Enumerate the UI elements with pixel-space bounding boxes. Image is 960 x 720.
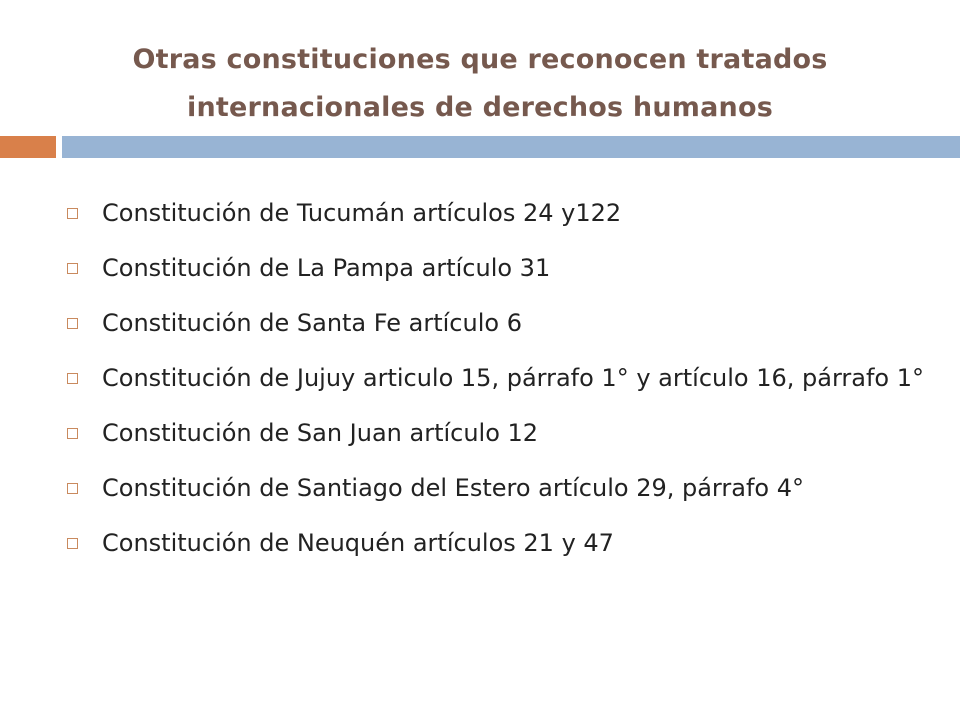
accent-bar-orange [0,136,56,158]
slide-title-line-1: Otras constituciones que reconocen tratados [132,44,828,75]
list-item-text: Constitución de Santa Fe artículo 6 [102,309,522,337]
list-item-text: Constitución de La Pampa artículo 31 [102,254,551,282]
hollow-square-bullet-icon [67,263,78,274]
hollow-square-bullet-icon [67,373,78,384]
hollow-square-bullet-icon [67,428,78,439]
list-item [66,361,926,395]
list-item [66,471,926,505]
list-item [66,416,926,450]
list-item-text: Constitución de Tucumán artículos 24 y122 [102,199,622,227]
hollow-square-bullet-icon [67,208,78,219]
slide-title [60,36,900,132]
hollow-square-bullet-icon [67,538,78,549]
list-item [66,196,926,230]
list-item-text: Constitución de Jujuy articulo 15, párrafo 1° y artículo 16, párrafo 1° [102,364,924,392]
list-item-text: Constitución de San Juan artículo 12 [102,419,539,447]
list-item [66,526,926,560]
list-item [66,251,926,285]
slide-title-line-2: internacionales de derechos humanos [187,92,773,123]
accent-bar-blue [62,136,960,158]
list-item-text: Constitución de Neuquén artículos 21 y 47 [102,529,614,557]
hollow-square-bullet-icon [67,318,78,329]
list-item [66,306,926,340]
list-item-text: Constitución de Santiago del Estero artículo 29, párrafo 4° [102,474,804,502]
hollow-square-bullet-icon [67,483,78,494]
constitution-list [66,196,926,581]
